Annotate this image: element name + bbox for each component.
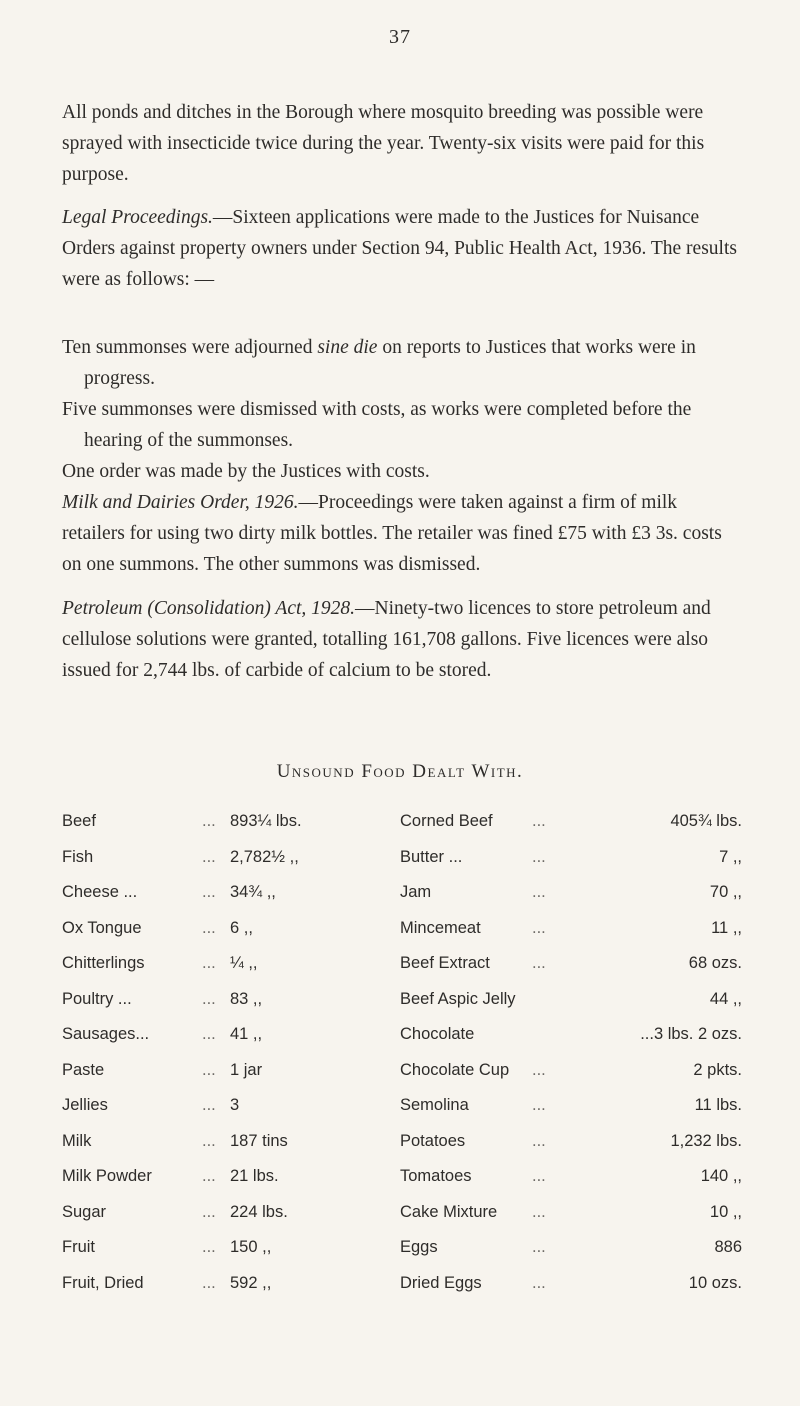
- right-item-name: Beef Aspic Jelly: [400, 989, 516, 1008]
- left-leader-dots: ...: [202, 954, 216, 972]
- right-item-name: Eggs: [400, 1238, 438, 1256]
- right-item-quantity: 11 ,,: [711, 918, 742, 937]
- table-row: [62, 1203, 742, 1239]
- left-item-quantity: 21 lbs.: [230, 1167, 279, 1185]
- left-item-quantity: 41 ,,: [230, 1025, 263, 1043]
- list-item: One order was made by the Justices with costs.: [62, 461, 430, 482]
- right-item-quantity: ...3 lbs. 2 ozs.: [640, 1025, 742, 1043]
- list-item-italic: sine die: [317, 337, 378, 358]
- table-row: [62, 1132, 742, 1168]
- right-leader-dots: ...: [532, 1131, 546, 1150]
- section-heading: Legal Proceedings.: [62, 207, 213, 228]
- table-row: [62, 990, 742, 1026]
- table-row: [62, 1096, 742, 1132]
- right-item-quantity: 7 ,,: [719, 847, 742, 866]
- table-row: [62, 883, 742, 919]
- left-leader-dots: ...: [202, 989, 216, 1008]
- paragraph-text: —Sixteen applications were made to the Justices for Nuisance Orders against property owners under Section 94, Public Health Act, 1936. The results were as follows: —: [62, 207, 737, 290]
- right-item-quantity: 2 pkts.: [693, 1060, 742, 1079]
- left-leader-dots: ...: [202, 847, 216, 866]
- left-leader-dots: ...: [202, 1273, 216, 1292]
- right-item-name: Butter ...: [400, 847, 463, 866]
- left-item-quantity: ¼ ,,: [230, 954, 258, 972]
- right-item-quantity: 140 ,,: [700, 1167, 742, 1185]
- section-heading: Milk and Dairies Order, 1926.: [62, 492, 299, 513]
- paragraph-legal-proceedings: [62, 202, 742, 295]
- left-leader-dots: ...: [202, 1025, 216, 1043]
- paragraph-text: —Ninety-two licences to store petroleum and cellulose solutions were granted, totalling 161,708 gallons. Five licences were also issued for 2,744 lbs. of carbide of calcium to be stored.: [62, 598, 711, 681]
- right-leader-dots: ...: [532, 1167, 546, 1185]
- right-item-quantity: 1,232 lbs.: [670, 1131, 742, 1150]
- right-item-name: Chocolate Cup: [400, 1060, 510, 1079]
- right-item-quantity: 10 ozs.: [688, 1273, 742, 1292]
- right-item-name: Semolina: [400, 1096, 469, 1114]
- table-row: [62, 1274, 742, 1310]
- paragraph-text: —Proceedings were taken against a firm of milk retailers for using two dirty milk bottles. The retailer was fined £75 with £3 3s. costs on one summons. The other summons was dismissed.: [62, 492, 722, 575]
- left-item-name: Cheese ...: [62, 883, 138, 901]
- table-row: [62, 812, 742, 848]
- right-item-name: Cake Mixture: [400, 1202, 498, 1221]
- left-item-name: Milk Powder: [62, 1167, 152, 1185]
- left-item-quantity: 2,782½ ,,: [230, 847, 299, 866]
- right-item-quantity: 405¾ lbs.: [670, 812, 742, 830]
- right-item-quantity: 10 ,,: [709, 1202, 742, 1221]
- paragraph-milk-dairies: [62, 487, 742, 580]
- right-item-name: Mincemeat: [400, 918, 481, 937]
- left-item-quantity: 1 jar: [230, 1060, 263, 1079]
- left-item-name: Ox Tongue: [62, 918, 142, 937]
- table-row: [62, 1061, 742, 1097]
- left-leader-dots: ...: [202, 918, 216, 937]
- left-item-name: Fruit: [62, 1238, 95, 1256]
- right-item-quantity: 886: [714, 1238, 742, 1256]
- left-item-quantity: 83 ,,: [230, 989, 263, 1008]
- right-leader-dots: ...: [532, 1202, 546, 1221]
- table-row: [62, 1238, 742, 1274]
- right-item-name: Tomatoes: [400, 1167, 472, 1185]
- left-item-quantity: 6 ,,: [230, 918, 253, 937]
- right-leader-dots: ...: [532, 1096, 546, 1114]
- paragraph-mosquito: [62, 97, 742, 190]
- right-leader-dots: ...: [532, 883, 546, 901]
- table-row: [62, 1167, 742, 1203]
- right-leader-dots: ...: [532, 1273, 546, 1292]
- page-number: 37: [389, 26, 411, 48]
- left-item-quantity: 150 ,,: [230, 1238, 272, 1256]
- left-item-name: Fruit, Dried: [62, 1273, 144, 1292]
- table-row: [62, 848, 742, 884]
- right-item-name: Chocolate: [400, 1025, 475, 1043]
- left-item-quantity: 34¾ ,,: [230, 883, 276, 901]
- results-list: [62, 332, 742, 487]
- list-item: Five summonses were dismissed with costs, as works were completed before the hearing of the summonses.: [62, 399, 692, 451]
- left-item-name: Sausages...: [62, 1025, 150, 1043]
- right-leader-dots: ...: [532, 847, 546, 866]
- left-leader-dots: ...: [202, 1131, 216, 1150]
- right-item-name: Jam: [400, 883, 432, 901]
- left-item-name: Beef: [62, 812, 96, 830]
- table-row: [62, 919, 742, 955]
- list-item-text: on reports to Justices that works were in progress.: [84, 337, 696, 389]
- table-title: Unsound Food Dealt With.: [276, 761, 524, 782]
- left-item-quantity: 592 ,,: [230, 1273, 272, 1292]
- left-leader-dots: ...: [202, 1060, 216, 1079]
- section-heading: Petroleum (Consolidation) Act, 1928.: [62, 598, 356, 619]
- right-item-name: Corned Beef: [400, 812, 493, 830]
- right-item-quantity: 44 ,,: [709, 989, 742, 1008]
- left-leader-dots: ...: [202, 883, 216, 901]
- left-item-quantity: 224 lbs.: [230, 1202, 288, 1221]
- paragraph-petroleum: [62, 593, 742, 686]
- left-leader-dots: ...: [202, 1238, 216, 1256]
- right-item-quantity: 11 lbs.: [694, 1096, 742, 1114]
- list-item: [62, 332, 742, 394]
- left-item-name: Sugar: [62, 1202, 107, 1221]
- left-item-name: Chitterlings: [62, 954, 145, 972]
- left-item-name: Jellies: [62, 1096, 108, 1114]
- left-item-name: Fish: [62, 847, 94, 866]
- right-item-quantity: 68 ozs.: [688, 954, 742, 972]
- left-item-quantity: 187 tins: [230, 1131, 288, 1150]
- left-item-name: Paste: [62, 1060, 105, 1079]
- left-leader-dots: ...: [202, 1167, 216, 1185]
- right-item-name: Beef Extract: [400, 954, 490, 972]
- table-row: [62, 954, 742, 990]
- right-leader-dots: ...: [532, 1060, 546, 1079]
- left-item-name: Milk: [62, 1131, 92, 1150]
- right-leader-dots: ...: [532, 1238, 546, 1256]
- unsound-food-table: [62, 812, 742, 1309]
- left-item-name: Poultry ...: [62, 989, 132, 1008]
- right-leader-dots: ...: [532, 918, 546, 937]
- left-leader-dots: ...: [202, 1096, 216, 1114]
- paragraph-text: All ponds and ditches in the Borough where mosquito breeding was possible were sprayed with insecticide twice during the year. Twenty-six visits were paid for this purpose.: [62, 102, 705, 185]
- left-leader-dots: ...: [202, 1202, 216, 1221]
- list-item-text: Ten summonses were adjourned: [62, 337, 318, 358]
- right-item-name: Potatoes: [400, 1131, 466, 1150]
- right-item-quantity: 70 ,,: [709, 883, 742, 901]
- right-item-name: Dried Eggs: [400, 1273, 482, 1292]
- left-leader-dots: ...: [202, 812, 216, 830]
- table-row: [62, 1025, 742, 1061]
- left-item-quantity: 893¼ lbs.: [230, 812, 302, 830]
- right-leader-dots: ...: [532, 812, 546, 830]
- right-leader-dots: ...: [532, 954, 546, 972]
- left-item-quantity: 3: [230, 1096, 240, 1114]
